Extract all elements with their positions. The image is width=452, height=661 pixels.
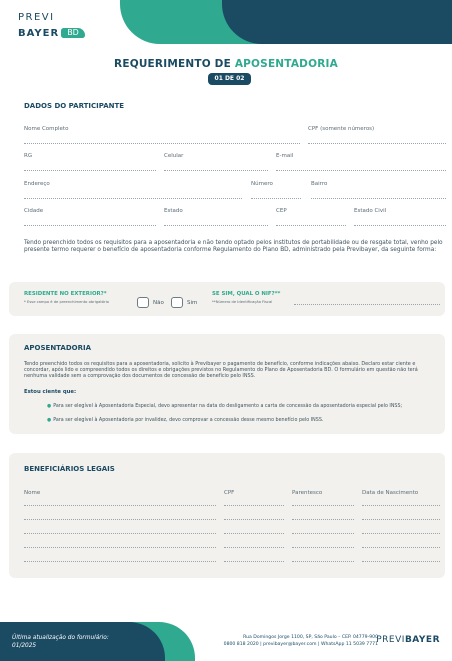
footer-update-label: Última atualização do formulário: [12,635,109,641]
title-accent: APOSENTADORIA [234,58,338,70]
rg-label: RG [24,153,33,159]
cidade-label: Cidade [24,208,44,214]
logo-previ-text: PREVI [18,12,55,23]
nif-question: SE SIM, QUAL O NIF?** [212,291,281,297]
celular-label: Celular [164,153,184,159]
bullet-dot-icon: ● [47,418,52,423]
footer-address-line: Rua Domingos Jorge 1100, SP, São Paulo – CEP. 04779-900 [243,635,378,640]
retirement-text: Tendo preenchido todos os requisitos para a aposentadoria, solicito à Previbayer o pagamento de benefício, conforme indicações abaixo. Declaro estar ciente e concordar, após lido e compreendido todos os direitos e obrigações previstos no Regulamento do Plano de Aposentadoria BD. O formulário em questão não terá nenhuma validade sem a comprovação dos documentos de concessão de benefício pelo INSS. [24,361,418,379]
nif-field[interactable] [294,304,440,305]
beneficiary-row-nascimento-field[interactable] [362,547,440,548]
logo-bayer-text: BAYER [18,28,60,39]
footer-contact-line: 0800 818 2020 | previbayer@bayer.com | WhatsApp 11 5039 7771 [223,642,378,647]
estado-field[interactable] [164,225,268,226]
beneficiary-row-cpf-field[interactable] [224,505,284,506]
beneficiary-row-nome-field[interactable] [24,505,216,506]
beneficiary-row-cpf-field[interactable] [224,547,284,548]
beneficiary-row-cpf-field[interactable] [224,519,284,520]
nif-note: **Número de Identificação Fiscal [212,300,273,304]
page-title [0,58,452,70]
cidade-field[interactable] [24,225,156,226]
previbayer-bd-logo [18,13,85,39]
bullet-text: Para ser elegível à Aposentadoria Especial, devo apresentar na data do desligamento a carta de concessão da aposentadoria especial pelo INSS; [53,404,403,409]
beneficiary-row-parentesco-field[interactable] [292,519,354,520]
endereco-label: Endereço [24,181,50,187]
numero-field[interactable] [251,198,301,199]
residence-no-label: Não [153,300,164,306]
footer-contact [224,634,378,648]
cpf-field[interactable] [308,143,446,144]
beneficiary-row-nome-field[interactable] [24,561,216,562]
celular-field[interactable] [164,170,268,171]
beneficiary-row-cpf-field[interactable] [224,561,284,562]
residence-yes-label: Sim [187,300,198,306]
nome-label: Nome Completo [24,126,69,132]
beneficiary-row-nome-field[interactable] [24,519,216,520]
footer-logo-bayer: BAYER [404,635,440,645]
beneficiaries-section-title: BENEFICIÁRIOS LEGAIS [24,465,115,473]
beneficiary-row-nome-field[interactable] [24,533,216,534]
header-band [120,0,452,44]
aware-label: Estou ciente que: [24,389,77,395]
bullet-dot-icon: ● [47,404,52,409]
beneficiary-row-nascimento-field[interactable] [362,533,440,534]
estado-civil-label: Estado Civil [354,208,387,214]
column-header-cpf: CPF [224,490,235,496]
beneficiary-row-parentesco-field[interactable] [292,561,354,562]
column-header-parentesco: Parentesco [292,490,323,496]
retirement-section-title: APOSENTADORIA [24,344,92,352]
bairro-field[interactable] [311,198,446,199]
bullet-item [47,418,323,423]
cep-field[interactable] [276,225,346,226]
footer-logo-previ: PREVI [376,635,405,645]
bullet-text: Para ser elegível à Aposentadoria por invalidez, devo comprovar a concessão desse mesmo benefício pelo INSS. [53,418,324,423]
cpf-label: CPF (somente números) [308,126,375,132]
cep-label: CEP [276,208,287,214]
page-indicator-badge: 01 DE 02 [208,73,251,85]
title-prefix: REQUERIMENTO DE [114,58,231,70]
beneficiary-row-parentesco-field[interactable] [292,533,354,534]
bullet-item [47,404,402,409]
column-header-nome: Nome [24,490,41,496]
estado-label: Estado [164,208,183,214]
beneficiary-row-cpf-field[interactable] [224,533,284,534]
endereco-field[interactable] [24,198,242,199]
bairro-label: Bairro [311,181,328,187]
footer-previbayer-logo [376,635,440,645]
residence-no-checkbox[interactable] [137,297,149,308]
beneficiary-row-nascimento-field[interactable] [362,561,440,562]
residence-question: RESIDENTE NO EXTERIOR?* [24,291,107,297]
beneficiary-row-nascimento-field[interactable] [362,505,440,506]
residence-yes-checkbox[interactable] [171,297,183,308]
participant-section-title: DADOS DO PARTICIPANTE [24,102,125,110]
numero-label: Número [251,181,273,187]
email-label: E-mail [276,153,294,159]
beneficiary-row-parentesco-field[interactable] [292,547,354,548]
residence-panel [9,282,445,316]
footer-update-date: 01/2025 [12,643,37,649]
beneficiary-row-parentesco-field[interactable] [292,505,354,506]
estado-civil-field[interactable] [354,225,446,226]
logo-bd-badge: BD [61,28,85,38]
residence-required-note: * Esse campo é de preenchimento obrigatório [24,300,109,304]
beneficiary-row-nome-field[interactable] [24,547,216,548]
participant-statement: Tendo preenchido todos os requisitos para a aposentadoria e não tendo optado pelos institutos de portabilidade ou de resgate total, venho pelo presente termo requerer o benefício de aposentadoria conforme Regulamento do Plano BD, administrado pela Previbayer, da seguinte forma: [24,240,443,253]
column-header-data-nascimento: Data de Nascimento [362,490,419,496]
email-field[interactable] [276,170,446,171]
rg-field[interactable] [24,170,156,171]
beneficiary-row-nascimento-field[interactable] [362,519,440,520]
nome-field[interactable] [24,143,300,144]
header-navy-shape [222,0,452,44]
footer-update-note [12,634,109,650]
